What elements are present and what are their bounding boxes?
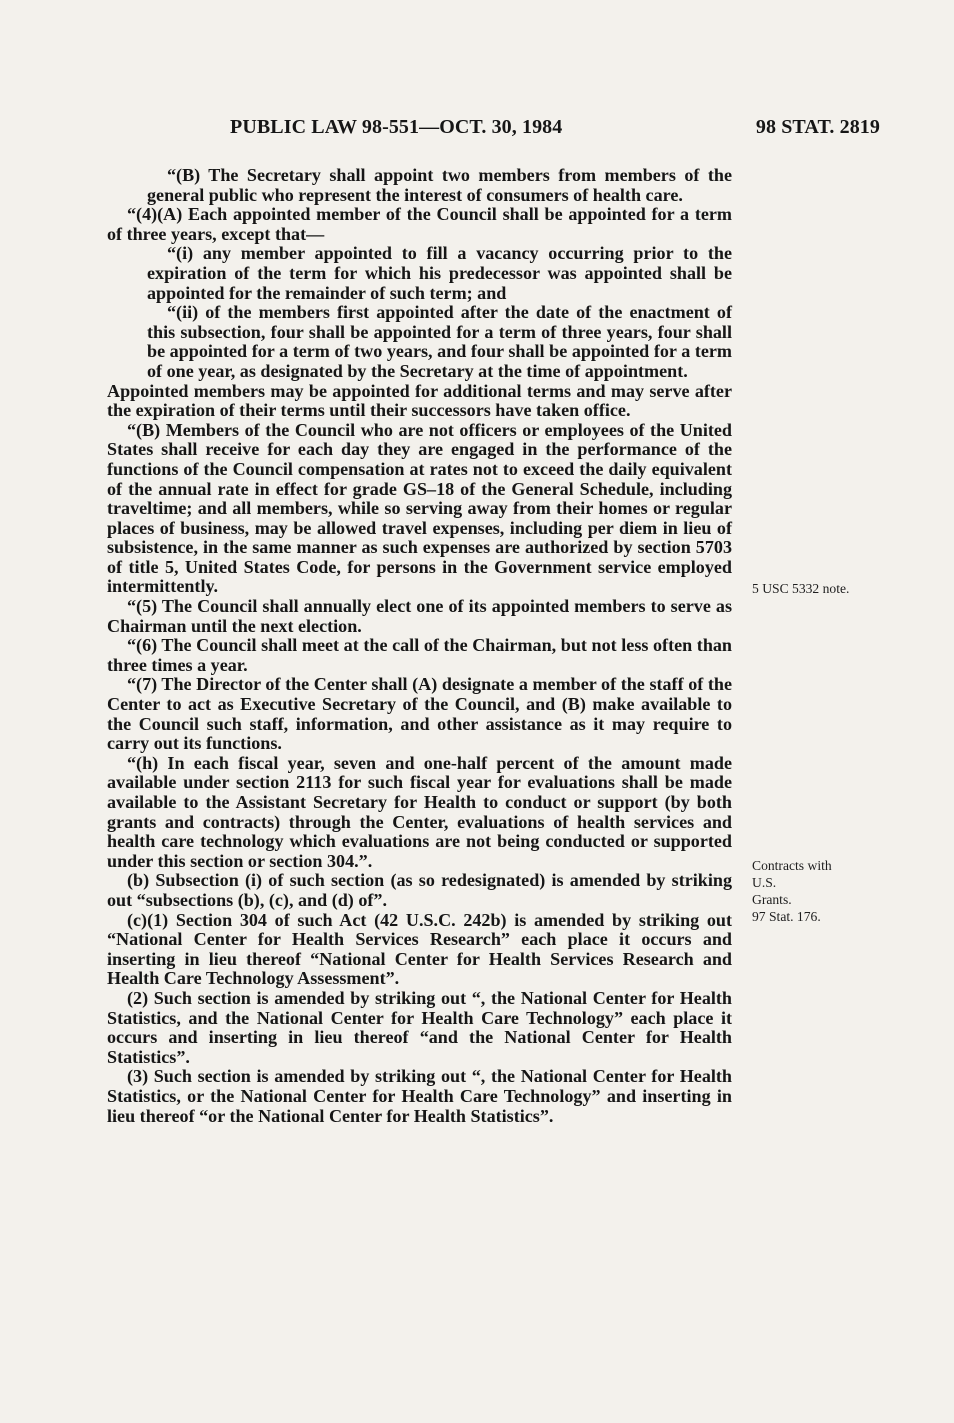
paragraph-c1: (c)(1) Section 304 of such Act (42 U.S.C. 242b) is amended by striking out “National Center for Health Services Research” each place it occurs and inserting in lieu thereof “National Center for Health Services Research and Health Care Technology Assessment”. (107, 909, 732, 989)
paragraph-6: “(6) The Council shall meet at the call of the Chairman, but not less often than three times a year. (107, 635, 732, 675)
margin-note-usc-text: 5 USC 5332 note. (752, 581, 850, 596)
page-header (230, 116, 880, 140)
body-text (107, 166, 732, 1126)
paragraph-4a-ii: “(ii) of the members first appointed after the date of the enactment of this subsection, four shall be appointed for a term of three years, four shall be appointed for a term of two years, and four shall be appointed for a term of one year, as designated by the Secretary at the time of appointment. (147, 302, 732, 381)
margin-note-line: 97 Stat. 176. (752, 909, 821, 924)
header-stat-page: 98 STAT. 2819 (755, 116, 880, 138)
paragraph-additional-terms: Appointed members may be appointed for additional terms and may serve after the expiration of their terms until their successors have taken office. (107, 380, 732, 421)
paragraph-c3: (3) Such section is amended by striking out “, the National Center for Health Statistics, or the National Center for Health Care Technology” and inserting in lieu thereof “or the National Center for Health Statistics”. (107, 1066, 732, 1126)
margin-note-line: U.S. (752, 875, 777, 890)
paragraph-b: (b) Subsection (i) of such section (as so redesignated) is amended by striking out “subsections (b), (c), and (d) of”. (107, 870, 732, 910)
paragraph-c2: (2) Such section is amended by striking out “, the National Center for Health Statistics, and the National Center for Health Care Technology” each place it occurs and inserting in lieu thereof “and the National Center for Health Statistics”. (107, 987, 732, 1067)
margin-note-usc (752, 580, 849, 597)
margin-note-contracts (752, 857, 832, 925)
header-title: PUBLIC LAW 98-551—OCT. 30, 1984 (230, 116, 563, 138)
paragraph-h: “(h) In each fiscal year, seven and one-half percent of the amount made available under section 2113 for such fiscal year for evaluations shall be made available to the Assistant Secretary for Health to conduct or support (by both grants and contracts) through the Center, evaluations of health services and health care technology which evaluations are not being conducted or supported under this section or section 304.”. (107, 752, 732, 871)
paragraph-7: “(7) The Director of the Center shall (A) designate a member of the staff of the Center to act as Executive Secretary of the Council, and (B) make available to the Council such staff, information, and other assistance as it may require to carry out its functions. (107, 674, 732, 754)
paragraph-4a-i: “(i) any member appointed to fill a vacancy occurring prior to the expiration of the term for which his predecessor was appointed shall be appointed for the remainder of such term; and (147, 243, 732, 303)
paragraph-4a: “(4)(A) Each appointed member of the Council shall be appointed for a term of three years, except that— (107, 204, 732, 244)
paragraph-5: “(5) The Council shall annually elect one of its appointed members to serve as Chairman until the next election. (107, 596, 732, 636)
margin-note-line: Contracts with (752, 858, 832, 873)
paragraph-3b: “(B) The Secretary shall appoint two members from members of the general public who represent the interest of consumers of health care. (147, 165, 732, 205)
margin-note-line: Grants. (752, 892, 792, 907)
paragraph-4b: “(B) Members of the Council who are not officers or employees of the United States shall receive for each day they are engaged in the performance of the functions of the Council compensation at rates not to exceed the daily equivalent of the annual rate in effect for grade GS–18 of the General Schedule, including traveltime; and all members, while so serving away from their homes or regular places of business, may be allowed travel expenses, including per diem in lieu of subsistence, in the same manner as such expenses are authorized by section 5703 of title 5, United States Code, for persons in the Government service employed intermittently. (107, 419, 732, 597)
